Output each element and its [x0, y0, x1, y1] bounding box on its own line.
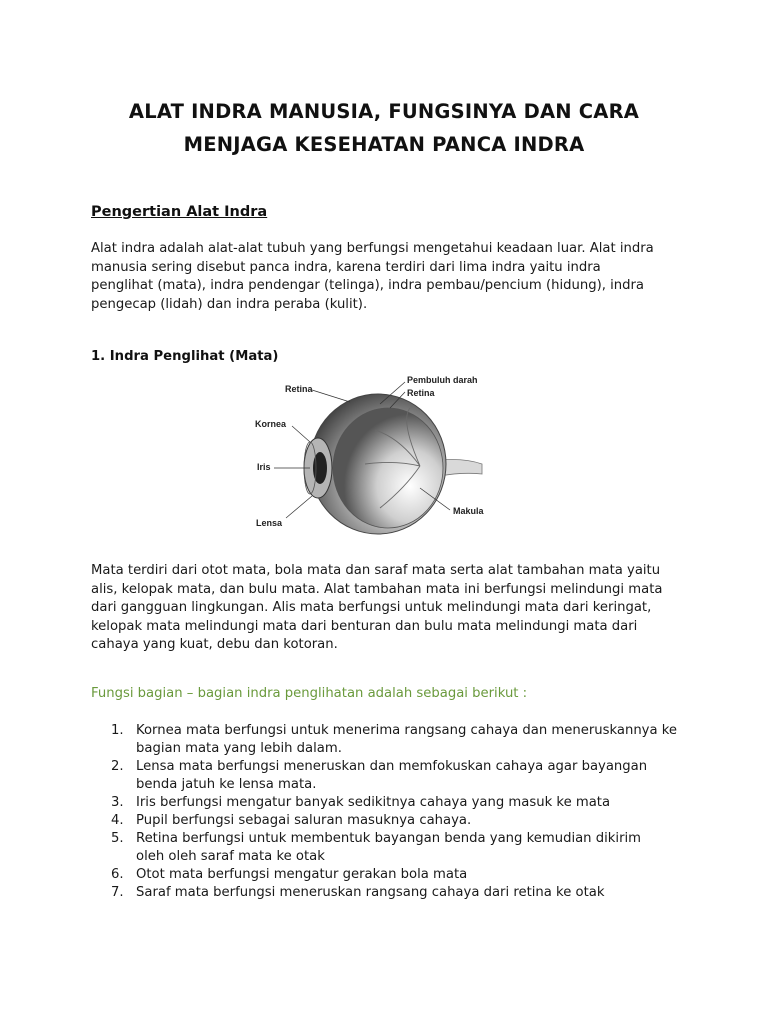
title-line-1: ALAT INDRA MANUSIA, FUNGSINYA DAN CARA [128, 100, 640, 123]
eye-line: alis, kelopak mata, dan bulu mata. Alat tambahan mata ini berfungsi melindungi mata [91, 581, 663, 597]
intro-line: Alat indra adalah alat-alat tubuh yang berfungsi mengetahui keadaan luar. Alat indra [91, 241, 654, 256]
label-retina-right: Retina [407, 388, 435, 398]
list-text: Pupil berfungsi sebagai saluran masuknya cahaya. [136, 813, 472, 828]
eye-paragraph [91, 562, 691, 655]
list-item [91, 866, 691, 884]
subheading-eye: 1. Indra Penglihat (Mata) [91, 349, 279, 364]
list-number: 4. [111, 813, 124, 828]
functions-intro: Fungsi bagian – bagian indra penglihatan adalah sebagai berikut : [91, 686, 528, 701]
intro-line: penglihat (mata), indra pendengar (telinga), indra pembau/pencium (hidung), indra [91, 278, 645, 294]
list-item [91, 884, 691, 902]
eye-line: kelopak mata melindungi mata dari benturan dan bulu mata melindungi mata dari [91, 618, 638, 634]
list-number: 7. [111, 885, 124, 900]
label-kornea: Kornea [255, 419, 287, 429]
label-pembuluh-darah: Pembuluh darah [407, 375, 478, 385]
label-iris: Iris [257, 462, 271, 472]
list-number: 6. [111, 867, 124, 882]
eye-line: dari gangguan lingkungan. Alis mata berfungsi untuk melindungi mata dari keringat, [91, 600, 652, 616]
list-number: 5. [111, 831, 124, 846]
functions-list [91, 722, 691, 902]
intro-line: pengecap (lidah) dan indra peraba (kulit). [91, 296, 368, 312]
list-item [91, 722, 691, 758]
list-item [91, 812, 691, 830]
list-text: Kornea mata berfungsi untuk menerima rangsang cahaya dan meneruskannya ke [136, 723, 678, 738]
eye-line: Mata terdiri dari otot mata, bola mata dan saraf mata serta alat tambahan mata yaitu [91, 563, 661, 578]
list-text: Lensa mata berfungsi meneruskan dan memfokuskan cahaya agar bayangan [136, 759, 648, 774]
eye-line: cahaya yang kuat, debu dan kotoran. [91, 637, 338, 653]
eye-anatomy-figure [250, 368, 510, 538]
list-text: Iris berfungsi mengatur banyak sedikitnya cahaya yang masuk ke mata [136, 795, 611, 810]
intro-line: manusia sering disebut panca indra, karena terdiri dari lima indra yaitu indra [91, 259, 601, 275]
list-text: Otot mata berfungsi mengatur gerakan bola mata [136, 867, 468, 882]
eye-interior-shape [333, 408, 443, 528]
label-retina-left: Retina [285, 384, 313, 394]
label-makula: Makula [453, 506, 484, 516]
list-number: 1. [111, 723, 124, 738]
document-title [90, 95, 678, 161]
list-text: oleh oleh saraf mata ke otak [136, 849, 325, 864]
intro-paragraph [91, 240, 691, 314]
list-text: bagian mata yang lebih dalam. [136, 741, 342, 756]
list-item [91, 794, 691, 812]
eye-diagram [250, 368, 510, 538]
list-text: Retina berfungsi untuk membentuk bayangan benda yang kemudian dikirim [136, 831, 642, 846]
section-heading: Pengertian Alat Indra [91, 204, 268, 220]
list-item [91, 830, 691, 866]
label-lensa: Lensa [256, 518, 283, 528]
list-text: Saraf mata berfungsi meneruskan rangsang cahaya dari retina ke otak [136, 885, 605, 900]
list-text: benda jatuh ke lensa mata. [136, 777, 317, 792]
list-item [91, 758, 691, 794]
list-number: 2. [111, 759, 124, 774]
list-number: 3. [111, 795, 124, 810]
title-line-2: MENJAGA KESEHATAN PANCA INDRA [183, 133, 585, 156]
